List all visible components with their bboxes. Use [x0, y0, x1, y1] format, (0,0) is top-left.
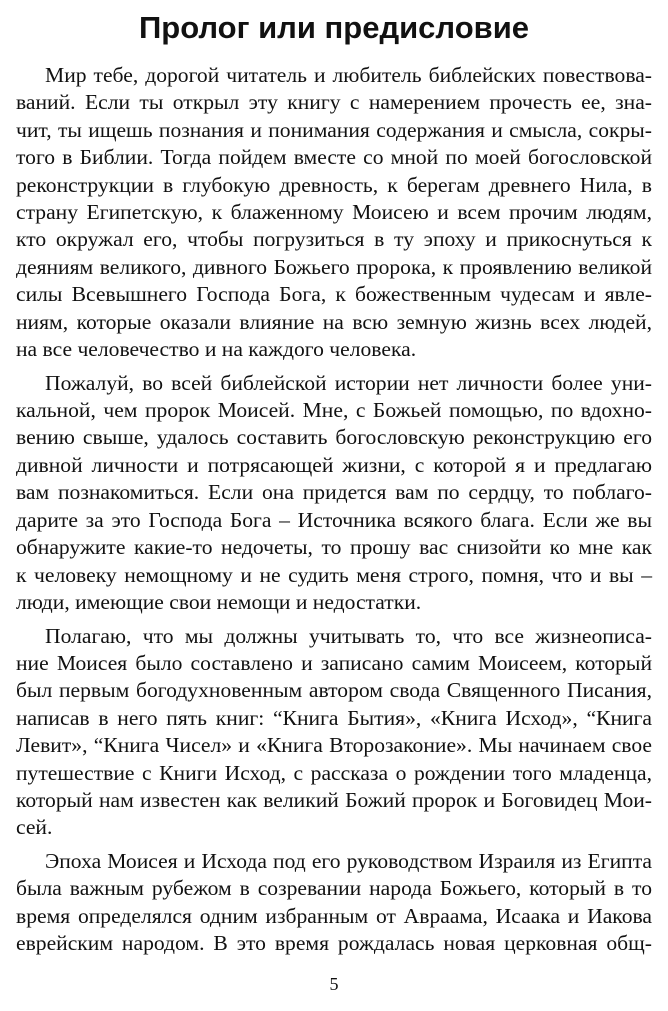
- text-line: кальной, чем пророк Моисей. Мне, с Божьей помощью, по вдохно-: [16, 398, 652, 423]
- text-line: страну Египетскую, к блаженному Моисею и всем прочим людям,: [16, 200, 652, 225]
- page-number: 5: [329, 974, 339, 994]
- text-line: дарите за это Господа Бога – Источника всякого блага. Если же вы: [16, 507, 652, 532]
- text-line: Левит», “Книга Чисел» и «Книга Второзаконие». Мы начинаем свое: [16, 733, 652, 758]
- text-line: на все человечество и на каждого человека.: [16, 337, 417, 362]
- text-line: реконструкции в глубокую древность, к берегам древнего Нила, в: [16, 172, 652, 197]
- text-line: еврейским народом. В это время рождалась новая церковная общ-: [16, 931, 652, 956]
- text-line: вам познакомиться. Если она придется вам по сердцу, то поблаго-: [16, 480, 652, 505]
- text-line: Эпоха Моисея и Исхода под его руководством Израиля из Египта: [45, 848, 652, 873]
- text-line: ние Моисея было составлено и записано самим Моисеем, который: [16, 650, 652, 675]
- paragraph-1: [16, 62, 652, 363]
- text-line: написав в него пять книг: “Книга Бытия», «Книга Исход», “Книга: [16, 705, 652, 730]
- text-line: который нам известен как великий Божий пророк и Боговидец Мои-: [16, 787, 652, 812]
- text-line: Мир тебе, дорогой читатель и любитель библейских повествова-: [45, 63, 652, 87]
- text-line: обнаружите какие-то недочеты, то прошу вас снизойти ко мне как: [16, 535, 652, 560]
- paragraph-3: [16, 623, 652, 842]
- text-line: чит, ты ищешь познания и понимания содержания и смысла, сокры-: [16, 117, 652, 142]
- paragraph-4: [16, 848, 652, 958]
- text-line: кто окружал его, чтобы погрузиться в ту эпоху и прикоснуться к: [16, 227, 652, 252]
- text-line: Полагаю, что мы должны учитывать то, что все жизнеописа-: [45, 623, 652, 648]
- text-line: был первым богодухновенным автором свода Священного Писания,: [16, 678, 652, 703]
- text-line: ваний. Если ты открыл эту книгу с намерением прочесть ее, зна-: [16, 90, 652, 115]
- text-line: Пожалуй, во всей библейской истории нет личности более уни-: [45, 370, 652, 395]
- text-line: сей.: [16, 815, 53, 840]
- text-line: была важным рубежом в созревании народа Божьего, который в то: [16, 876, 652, 901]
- page-title: Пролог или предисловие: [139, 10, 529, 45]
- text-line: к человеку немощному и не судить меня строго, помня, что и вы –: [16, 562, 652, 587]
- text-line: время определялся одним избранным от Авраама, Исаака и Иакова: [16, 903, 652, 928]
- text-line: путешествие с Книги Исход, с рассказа о рождении того младенца,: [16, 760, 652, 785]
- text-line: дивной личности и потрясающей жизни, с которой я и предлагаю: [16, 452, 652, 477]
- paragraph-2: [16, 370, 652, 617]
- body-text: [16, 62, 652, 964]
- text-line: ниям, которые оказали влияние на всю земную жизнь всех людей,: [16, 309, 652, 334]
- text-line: вению свыше, удалось составить богословскую реконструкцию его: [16, 425, 652, 450]
- text-line: деяниям великого, дивного Божьего пророка, к проявлению великой: [16, 254, 652, 279]
- text-line: того в Библии. Тогда пойдем вместе со мной по моей богословской: [16, 145, 652, 170]
- text-line: силы Всевышнего Господа Бога, к божественным чудесам и явле-: [16, 282, 652, 307]
- text-line: люди, имеющие свои немощи и недостатки.: [16, 589, 422, 614]
